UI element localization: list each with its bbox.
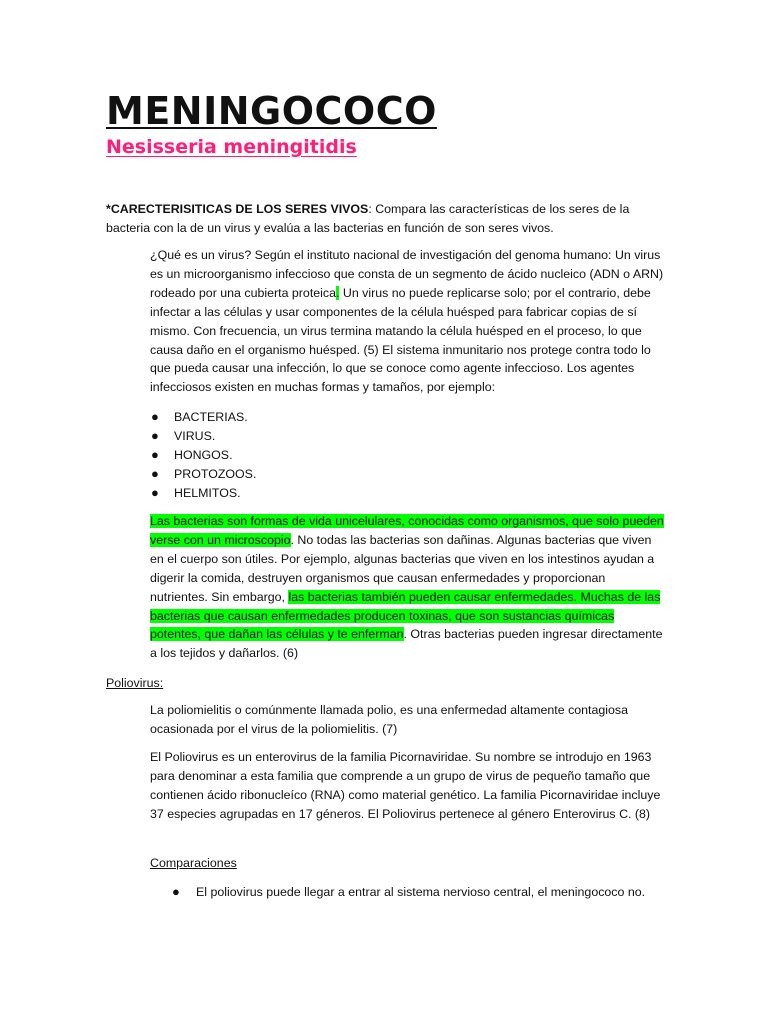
bacteria-paragraph xyxy=(150,512,664,663)
bullet-icon: ● xyxy=(151,446,159,462)
comparisons-heading: Comparaciones xyxy=(150,856,237,870)
poliovirus-heading: Poliovirus: xyxy=(106,676,164,690)
list-item: ● BACTERIAS. xyxy=(150,408,256,427)
virus-highlight-dot: . xyxy=(336,285,340,300)
list-item: ● PROTOZOOS. xyxy=(150,465,256,484)
bullet-icon: ● xyxy=(172,884,180,899)
bacteria-text-1: . No todas las bacterias son dañinas. Algunas bacterias que viven en el cuerpo son útiles. Por ejemplo, algunas bacterias que viven en los intestinos ayudan a digerir la comida, destruyen organismos que causan enfermedades y proporcionan nutrientes. Sin embargo, xyxy=(150,532,655,604)
list-item: ● HELMITOS. xyxy=(150,484,256,503)
list-item: ● VIRUS. xyxy=(150,427,256,446)
list-item: ● El poliovirus puede llegar a entrar al sistema nervioso central, el meningococo no. xyxy=(172,883,692,902)
intro-paragraph xyxy=(106,200,666,238)
document-subtitle: Nesisseria meningitidis xyxy=(106,136,357,158)
agents-list xyxy=(150,408,256,503)
virus-text-1: ¿Qué es un virus? Según el instituto nacional de investigación del genoma humano: Un virus es un microorganismo infeccioso que consta de un segmento de ácido nucleico (ADN o ARN) rodeado por una cubierta proteica xyxy=(150,248,664,300)
bacteria-highlight-2: las bacterias también pueden causar enfermedades. Muchas de las bacterias que causan enfermedades producen toxinas, que son sustancias químicas potentes, que dañan las células y te enferman xyxy=(150,589,661,642)
intro-text: : Compara las características de los seres de la bacteria con la de un virus y evalúa a las bacterias en función de son seres vivos. xyxy=(106,202,630,235)
bullet-icon: ● xyxy=(151,465,159,481)
intro-bold-lead: *CARECTERISITICAS DE LOS SERES VIVOS xyxy=(106,202,369,216)
bullet-icon: ● xyxy=(151,484,159,500)
list-item: ● HONGOS. xyxy=(150,446,256,465)
bullet-icon: ● xyxy=(151,427,159,443)
virus-text-2: Un virus no puede replicarse solo; por el contrario, debe infectar a las células y usar componentes de la célula huésped para fabricar copias de sí mismo. Con frecuencia, un virus termina matando la célula huésped en el proceso, lo que causa daño en el organismo huésped. (5) El sistema inmunitario nos protege contra todo lo que pueda causar una infección, lo que se conoce como agente infeccioso. Los agentes infecciosos existen en muchas formas y tamaños, por ejemplo: xyxy=(150,285,651,395)
virus-paragraph xyxy=(150,246,666,397)
comparisons-list xyxy=(172,883,692,902)
bacteria-highlight-1: Las bacterias son formas de vida unicelulares, conocidas como organismos, que solo pueden verse con un microscopio xyxy=(150,514,664,547)
bullet-icon: ● xyxy=(151,409,159,424)
polio-paragraph-1: La poliomielitis o comúnmente llamada polio, es una enfermedad altamente contagiosa ocasionada por el virus de la poliomielitis. (7) xyxy=(150,703,629,736)
polio-paragraph-2: El Poliovirus es un enterovirus de la familia Picornaviridae. Su nombre se introdujo en 1963 para denominar a esta familia que comprende a un grupo de virus de pequeño tamaño que contienen ácido ribonucleíco (RNA) como material genético. La familia Picornaviridae incluye 37 especies agrupadas en 17 géneros. El Poliovirus pertenece al género Enterovirus C. (8) xyxy=(150,750,661,821)
bacteria-text-2: . Otras bacterias pueden ingresar directamente a los tejidos y dañarlos. (6) xyxy=(150,627,663,661)
document-title: MENINGOCOCO xyxy=(106,89,437,133)
